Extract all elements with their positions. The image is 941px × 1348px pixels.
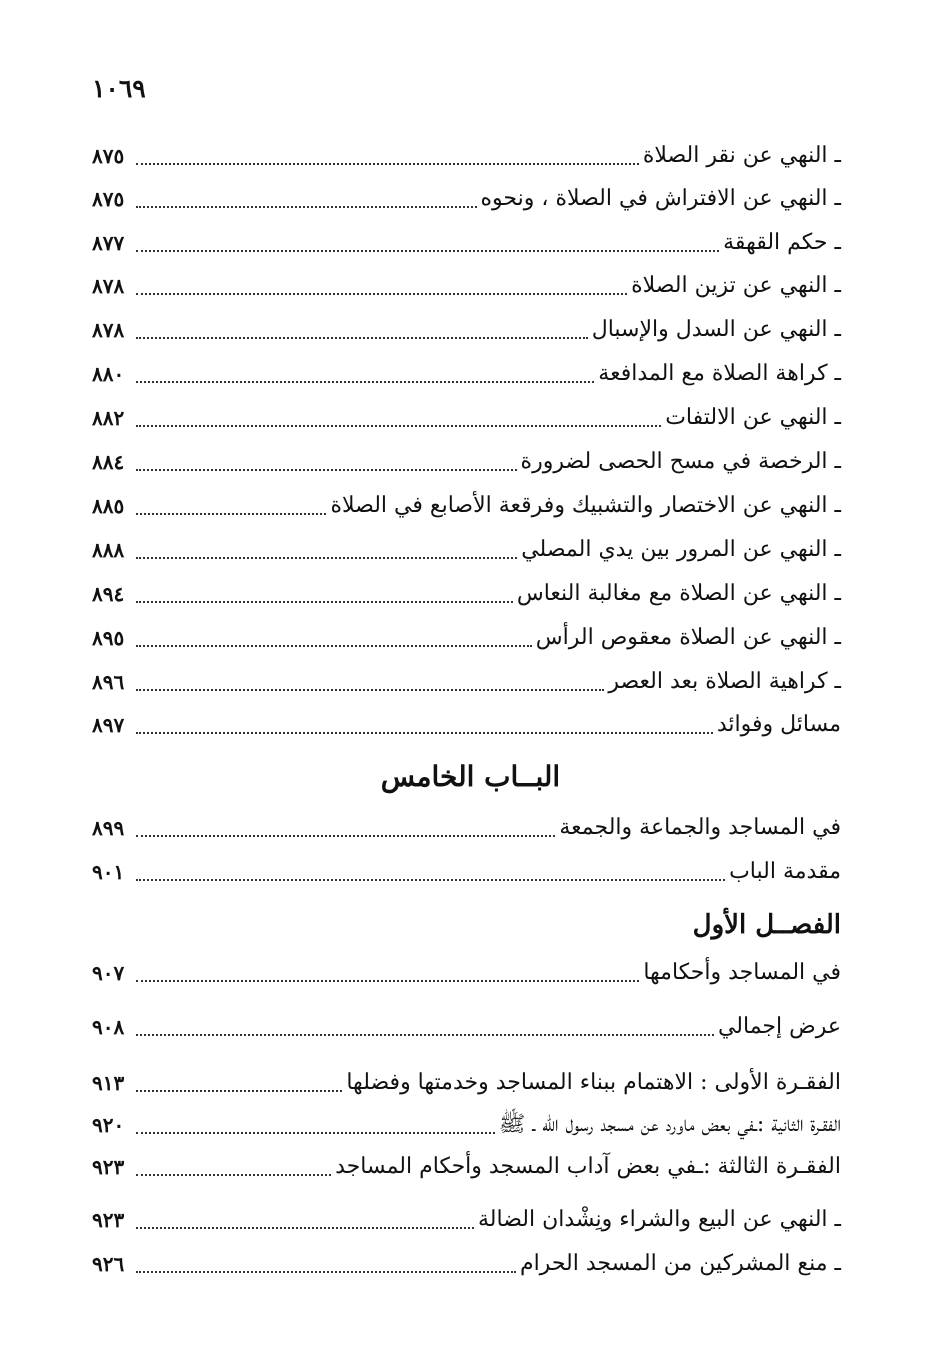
leader-dots — [136, 250, 719, 252]
toc-entry-title: ـ كراهة الصلاة مع المدافعة — [598, 356, 841, 392]
toc-entry-page: ٩٢٠ — [92, 1113, 125, 1137]
toc-entry-title: ـ النهي عن البيع والشراء ونِشْدان الضالة — [478, 1202, 841, 1238]
toc-entry — [92, 138, 841, 174]
leader-dots — [136, 1132, 495, 1134]
toc-entry — [92, 268, 841, 304]
toc-entry-page: ٨٩٩ — [92, 816, 125, 840]
leader-dots — [136, 689, 604, 691]
toc-entry-page: ٩٠٧ — [92, 961, 125, 985]
leader-dots — [136, 469, 517, 471]
toc-entry-page: ٩٢٣ — [92, 1155, 125, 1179]
toc-entry — [92, 955, 841, 991]
toc-entry-title: ـ النهي عن تزين الصلاة — [631, 268, 841, 304]
leader-dots — [136, 1090, 342, 1092]
leader-dots — [136, 557, 517, 559]
toc-entry — [92, 707, 841, 743]
toc-entry-page: ٨٧٥ — [92, 187, 125, 211]
toc-entry-title: ـ كراهية الصلاة بعد العصر — [608, 664, 841, 700]
leader-dots — [136, 1227, 474, 1229]
leader-dots — [136, 601, 513, 603]
toc-entry-title: ـ الرخصة في مسح الحصى لضرورة — [521, 444, 841, 480]
toc-entry-title: ـ النهي عن الاختصار والتشبيك وفرقعة الأصابع في الصلاة — [330, 488, 841, 524]
leader-dots — [136, 645, 532, 647]
toc-entry-page: ٨٧٨ — [92, 274, 125, 298]
toc-entry-title: ـ حكم القهقة — [723, 225, 841, 261]
toc-entry-title: في المساجد وأحكامها — [643, 960, 841, 985]
toc-entry — [92, 576, 841, 612]
toc-entry-page: ٩٠١ — [92, 860, 125, 884]
toc-entry — [92, 1149, 841, 1185]
toc-entry-title: ـ النهي عن الافتراش في الصلاة ، ونحوه — [481, 181, 841, 217]
toc-entry — [92, 1009, 841, 1045]
leader-dots — [136, 835, 555, 837]
toc-entry-title: ـ النهي عن السدل والإسبال — [592, 312, 841, 348]
toc-entry-page: ٨٩٤ — [92, 582, 125, 606]
toc-entry-page: ٨٧٥ — [92, 144, 125, 168]
leader-dots — [136, 513, 326, 515]
toc-entry-title: في المساجد والجماعة والجمعة — [559, 815, 841, 840]
leader-dots — [136, 293, 627, 295]
toc-entry-title: ـ النهي عن الصلاة مع مغالبة النعاس — [517, 576, 841, 612]
toc-entry-title: ـ النهي عن الالتفات — [665, 400, 841, 436]
toc-entry-page: ٨٩٥ — [92, 626, 125, 650]
toc-entry-page: ٨٨٤ — [92, 450, 125, 474]
toc-entry — [92, 532, 841, 568]
toc-entry-page: ٩٠٨ — [92, 1015, 125, 1039]
toc-entry — [92, 664, 841, 700]
toc-entry-title: ـ النهي عن نقر الصلاة — [643, 138, 841, 174]
toc-entry-page: ٨٧٨ — [92, 318, 125, 342]
leader-dots — [136, 980, 639, 982]
page-number: ١٠٦٩ — [92, 74, 146, 103]
toc-entry — [92, 1065, 841, 1101]
leader-dots — [136, 1174, 331, 1176]
toc-entry-title: الفقـرة الثالثة :ـفي بعض آداب المسجد وأحكام المساجد — [335, 1154, 841, 1179]
toc-entry — [92, 810, 841, 846]
leader-dots — [136, 732, 713, 734]
toc-entry — [92, 312, 841, 348]
toc-entry — [92, 1202, 841, 1238]
toc-entry-title: ـ النهي عن المرور بين يدي المصلي — [521, 532, 841, 568]
toc-entry — [92, 854, 841, 890]
leader-dots — [136, 206, 477, 208]
leader-dots — [136, 381, 594, 383]
toc-entry — [92, 356, 841, 392]
toc-entry — [92, 1107, 841, 1143]
toc-entry-title: ـ النهي عن الصلاة معقوص الرأس — [536, 620, 841, 656]
toc-entry — [92, 400, 841, 436]
toc-entry-page: ٨٨٢ — [92, 406, 125, 430]
toc-entry — [92, 225, 841, 261]
toc-entry — [92, 1246, 841, 1282]
leader-dots — [136, 163, 639, 165]
leader-dots — [136, 879, 725, 881]
toc-entry — [92, 181, 841, 217]
toc-entry-page: ٨٨٥ — [92, 494, 125, 518]
toc-entry-title: مسائل وفوائد — [716, 712, 841, 737]
toc-entry-page: ٨٩٦ — [92, 670, 125, 694]
leader-dots — [136, 425, 661, 427]
toc-entry-page: ٩٢٣ — [92, 1208, 125, 1232]
chapter-heading: البــاب الخامس — [380, 760, 561, 793]
toc-entry-title: مقدمة الباب — [729, 859, 841, 884]
toc-entry-page: ٩١٣ — [92, 1071, 125, 1095]
toc-entry-page: ٩٢٦ — [92, 1252, 125, 1276]
toc-entry — [92, 488, 841, 524]
toc-entry-title: عرض إجمالي — [717, 1014, 841, 1039]
toc-entry-title: الفقـرة الثانية :ـفي بعض ماورد عن مسجد رسول الله ـ ﷺ — [498, 1112, 841, 1137]
leader-dots — [136, 1271, 516, 1273]
toc-entry — [92, 444, 841, 480]
toc-entry-page: ٨٧٧ — [92, 231, 125, 255]
toc-entry — [92, 620, 841, 656]
section-heading: الفصــل الأول — [692, 910, 841, 940]
toc-entry-title: ـ منع المشركين من المسجد الحرام — [520, 1246, 841, 1282]
toc-entry-page: ٨٨٨ — [92, 538, 125, 562]
toc-entry-page: ٨٩٧ — [92, 713, 125, 737]
leader-dots — [136, 337, 588, 339]
toc-entry-page: ٨٨٠ — [92, 362, 125, 386]
toc-entry-title: الفقـرة الأولى : الاهتمام ببناء المساجد وخدمتها وفضلها — [346, 1070, 841, 1095]
leader-dots — [136, 1034, 714, 1036]
